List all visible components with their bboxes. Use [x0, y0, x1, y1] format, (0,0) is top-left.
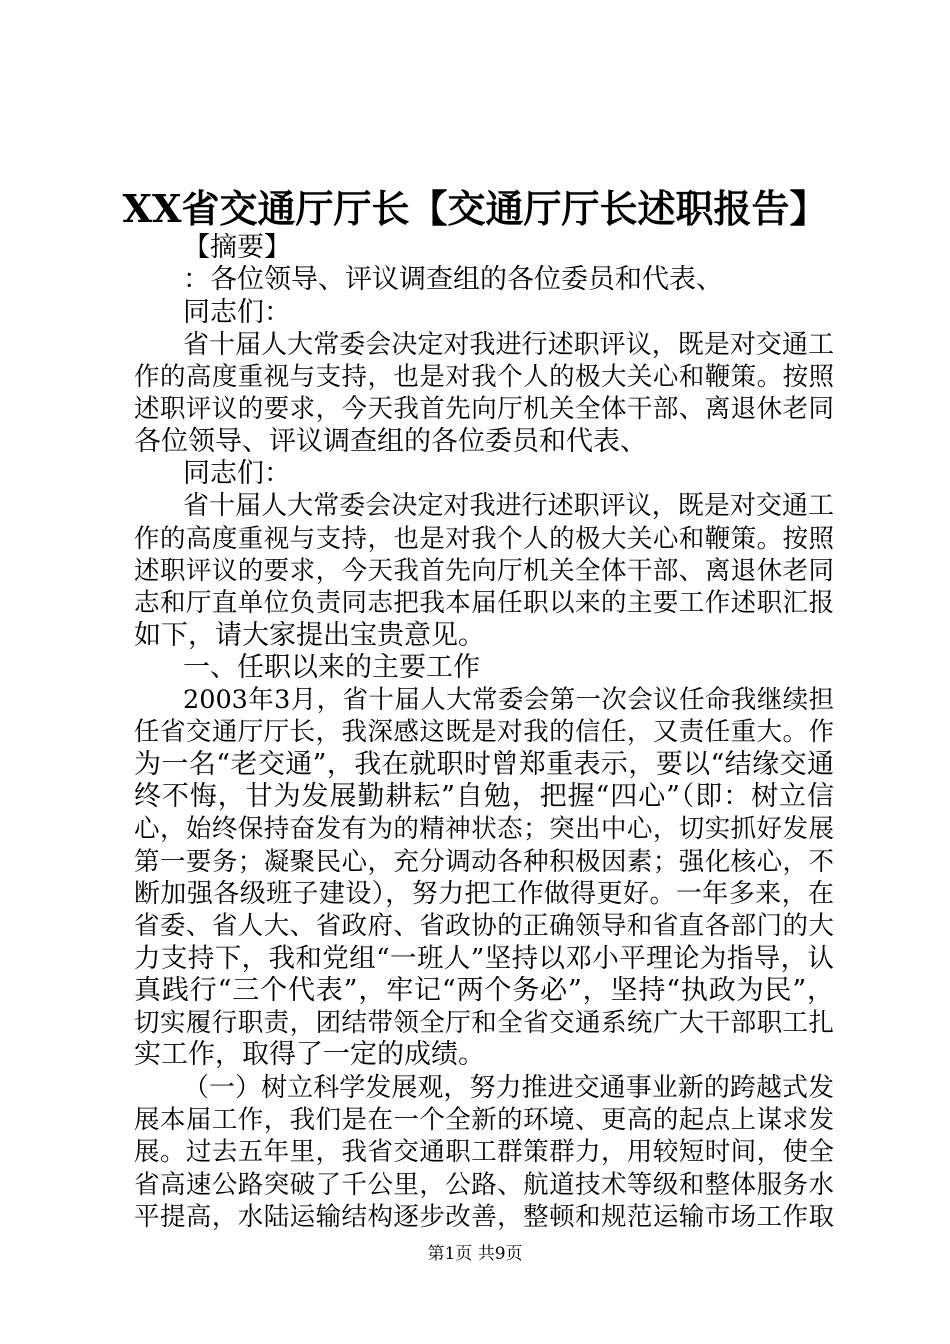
paragraph-line: 各位领导、评议调查组的各位委员和代表、: [134, 425, 647, 457]
paragraph-line: 志和厅直单位负责同志把我本届任职以来的主要工作述职汇报: [134, 588, 834, 619]
paragraph-line: 终不悔，甘为发展勤耕耘”自勉，把握“四心”（即：树立信: [134, 781, 834, 813]
paragraph-line: 作的高度重视与支持，也是对我个人的极大关心和鞭策。按照: [134, 523, 834, 554]
paragraph-line: 平提高，水陆运输结构逐步改善，整顿和规范运输市场工作取: [134, 1201, 834, 1232]
paragraph-line: （一）树立科学发展观，努力推进交通事业新的跨越式发: [183, 1072, 834, 1103]
page-footer: 第1页 共9页: [427, 1244, 523, 1264]
paragraph-line: 一、任职以来的主要工作: [183, 651, 480, 683]
paragraph-line: 省委、省人大、省政府、省政协的正确领导和省直各部门的大: [134, 911, 834, 942]
paragraph-line: 力支持下，我和党组“一班人”坚持以邓小平理论为指导，认: [134, 942, 834, 974]
paragraph-line: 同志们：: [183, 458, 291, 490]
paragraph-line: 展本届工作，我们是在一个全新的环境、更高的起点上谋求发: [134, 1105, 834, 1136]
paragraph-line: 省高速公路突破了千公里，公路、航道技术等级和整体服务水: [134, 1169, 834, 1200]
paragraph-line: 切实履行职责，团结带领全厅和全省交通系统广大干部职工扎: [134, 1008, 834, 1039]
paragraph-line: 同志们：: [183, 296, 291, 328]
paragraph-line: 实工作，取得了一定的成绩。: [134, 1039, 485, 1071]
paragraph-line: 省十届人大常委会决定对我进行述职评议，既是对交通工: [183, 491, 834, 522]
paragraph-line: 为一名“老交通”，我在就职时曾郑重表示，要以“结缘交通: [134, 748, 834, 780]
paragraph-line: 述职评议的要求，今天我首先向厅机关全体干部、离退休老同: [134, 394, 834, 425]
paragraph-line: 心，始终保持奋发有为的精神状态；突出中心，切实抓好发展: [134, 814, 834, 845]
paragraph-line: 第一要务；凝聚民心，充分调动各种积极因素；强化核心，不: [134, 846, 834, 877]
paragraph-line: 任省交通厅厅长，我深感这既是对我的信任，又责任重大。作: [134, 717, 834, 748]
paragraph-line: ：各位领导、评议调查组的各位委员和代表、: [183, 264, 723, 296]
paragraph-line: 断加强各级班子建设），努力把工作做得更好。一年多来，在: [134, 878, 834, 909]
paragraph-line: 述职评议的要求，今天我首先向厅机关全体干部、离退休老同: [134, 555, 834, 586]
paragraph-line: 省十届人大常委会决定对我进行述职评议，既是对交通工: [183, 329, 834, 360]
paragraph-line: 作的高度重视与支持，也是对我个人的极大关心和鞭策。按照: [134, 362, 834, 393]
paragraph-line: 2003年3月，省十届人大常委会第一次会议任命我继续担: [183, 685, 834, 716]
paragraph-line: 如下，请大家提出宝贵意见。: [134, 619, 485, 651]
paragraph-line: 【摘要】: [183, 232, 291, 263]
paragraph-line: 展。过去五年里，我省交通职工群策群力，用较短时间，使全: [134, 1137, 834, 1168]
document-body: [134, 232, 834, 1233]
paragraph-line: 真践行“三个代表”，牢记“两个务必”，坚持“执政为民”，: [134, 974, 834, 1006]
document-title: XX省交通厅厅长【交通厅厅长述职报告】: [122, 186, 828, 231]
